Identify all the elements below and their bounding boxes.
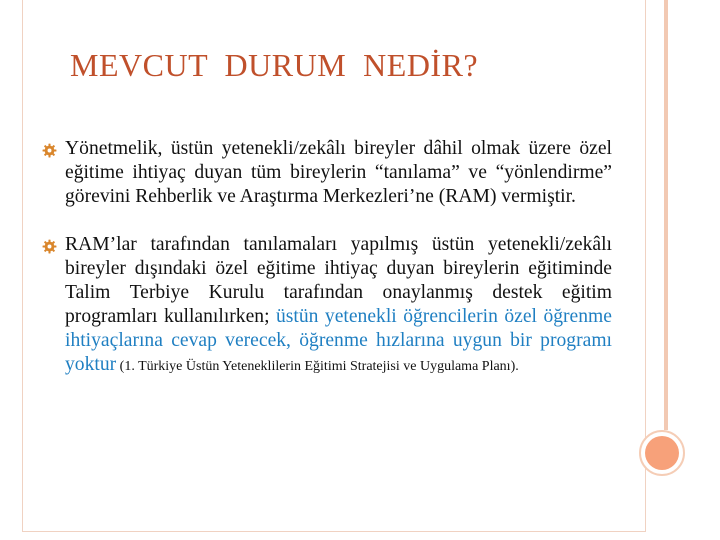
highlighted-text: üstün yetenekli öğrencilerin özel öğrenme ihtiyaçlarına cevap verecek, öğrenme hızlarına uygun bir programı yoktur: [65, 306, 612, 375]
decorative-rail: [664, 0, 668, 430]
slide-title: MEVCUT DURUM NEDİR?: [70, 47, 479, 83]
gear-icon: [42, 143, 57, 158]
gear-icon: [42, 239, 57, 254]
bullet-text: Yönetmelik, üstün yetenekli/zekâlı bireyler dâhil olmak üzere özel eğitime ihtiyaç duyan tüm bireylerin “tanılama” ve “yönlendirme” görevini Rehberlik ve Araştırma Merkezleri’ne (RAM) vermiştir.: [65, 138, 612, 207]
citation-text: (1. Türkiye Üstün Yeteneklilerin Eğitimi Stratejisi ve Uygulama Planı).: [116, 359, 519, 374]
bullet-text-main: RAM’lar tarafından tanılamaları yapılmış üstün yetenekli/zekâlı bireyler dışındaki özel eğitime ihtiyaç duyan bireylerin eğitiminde Talim Terbiye Kurulu tarafından onaylanmış destek eğitim programları kullanılırken;: [65, 234, 612, 327]
bullet-item: [42, 233, 612, 379]
bullet-text: [65, 233, 612, 379]
decorative-circle: [645, 436, 679, 470]
bullet-item: [42, 137, 612, 209]
